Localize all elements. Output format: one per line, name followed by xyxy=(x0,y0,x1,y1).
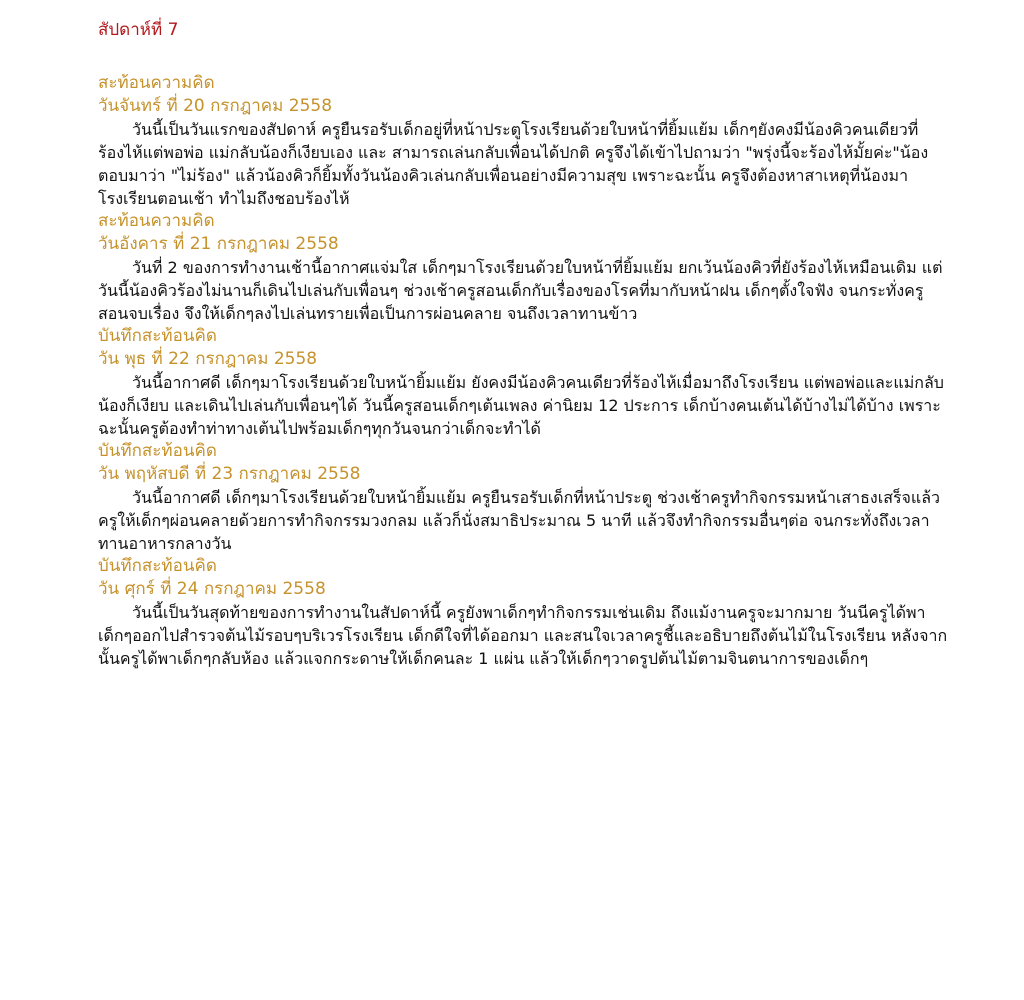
entry-heading: บันทึกสะท้อนคิด xyxy=(98,556,217,576)
entry-body-text: วันนี้อากาศดี เด็กๆมาโรงเรียนด้วยใบหน้ายิ้มแย้ม ครูยืนรอรับเด็กที่หน้าประตู ช่วงเช้าครูทำกิจกรรมหน้าเสาธงเสร็จแล้วครูให้เด็กๆผ่อนคลายด้วยการทำกิจกรรมวงกลม แล้วก็นั่งสมาธิประมาณ 5 นาที แล้วจึงทำกิจกรรมอื่นๆต่อ จนกระทั่งถึงเวลาทานอาหารกลางวัน xyxy=(98,488,941,553)
journal-page xyxy=(98,18,948,670)
entry-heading: บันทึกสะท้อนคิด xyxy=(98,441,217,461)
entry-wednesday xyxy=(98,325,948,440)
entry-date: วัน พุธ ที่ 22 กรกฎาคม 2558 xyxy=(98,349,318,369)
entry-monday xyxy=(98,72,948,210)
entry-body xyxy=(98,118,948,210)
entry-heading: บันทึกสะท้อนคิด xyxy=(98,326,217,346)
entry-body-text: วันนี้เป็นวันแรกของสัปดาห์ ครูยืนรอรับเด็กอยู่ที่หน้าประตูโรงเรียนด้วยใบหน้าที่ยิ้มแย้ม เด็กๆยังคงมีน้องคิวคนเดียวที่ร้องไห้แต่พอพ่อ แม่กลับน้องก็เงียบเอง และ สามารถเล่นกลับเพื่อนได้ปกติ ครูจึงได้เข้าไปถามว่า "พรุ่งนี้จะร้องไห้มั้ยค่ะ"น้องตอบมาว่า "ไม่ร้อง" แล้วน้องคิวก็ยิ้มทั้งวันน้องคิวเล่นกลับเพื่อนอย่างมีความสุข เพราะฉะนั้น ครูจึงต้องหาสาเหตุที่น้องมาโรงเรียนตอนเช้า ทำไมถึงชอบร้องไห้ xyxy=(98,120,929,208)
entry-body-text: วันนี้อากาศดี เด็กๆมาโรงเรียนด้วยใบหน้ายิ้มแย้ม ยังคงมีน้องคิวคนเดียวที่ร้องไห้เมื่อมาถึงโรงเรียน แต่พอพ่อและแม่กลับน้องก็เงียบ และเดินไปเล่นกับเพื่อนๆได้ วันนี้ครูสอนเด็กๆเต้นเพลง ค่านิยม 12 ประการ เด็กบ้างคนเต้นได้บ้างไม่ได้บ้าง เพราะฉะนั้นครูต้องทำท่าทางเต้นไปพร้อมเด็กๆทุกวันจนกว่าเด็กจะทำได้ xyxy=(98,373,944,438)
entry-date: วันจันทร์ ที่ 20 กรกฎาคม 2558 xyxy=(98,96,333,116)
entry-heading: สะท้อนความคิด xyxy=(98,211,215,231)
entry-thursday xyxy=(98,440,948,555)
week-title: สัปดาห์ที่ 7 xyxy=(98,20,179,40)
entry-date: วัน ศุกร์ ที่ 24 กรกฎาคม 2558 xyxy=(98,579,326,599)
entry-date: วัน พฤหัสบดี ที่ 23 กรกฎาคม 2558 xyxy=(98,464,361,484)
entry-body xyxy=(98,371,948,440)
entry-body xyxy=(98,601,948,670)
entry-body-text: วันที่ 2 ของการทำงานเช้านี้อากาศแจ่มใส เด็กๆมาโรงเรียนด้วยใบหน้าที่ยิ้มแย้ม ยกเว้นน้องคิวที่ยังร้องไห้เหมือนเดิม แต่วันนี้น้องคิวร้องไม่นานก็เดินไปเล่นกับเพื่อนๆ ช่วงเช้าครูสอนเด็กกับเรื่องของโรคที่มากับหน้าฝน เด็กๆตั้งใจฟัง จนกระทั่งครูสอนจบเรื่อง จึงให้เด็กๆลงไปเล่นทรายเพื่อเป็นการผ่อนคลาย จนถึงเวลาทานข้าว xyxy=(98,258,943,323)
entry-tuesday xyxy=(98,210,948,325)
entry-body-text: วันนี้เป็นวันสุดท้ายของการทำงานในสัปดาห์นี้ ครูยังพาเด็กๆทำกิจกรรมเช่นเดิม ถึงแม้งานครูจะมากมาย วันนีครูได้พาเด็กๆออกไปสำรวจต้นไม้รอบๆบริเวรโรงเรียน เด็กดีใจที่ได้ออกมา และสนใจเวลาครูชี้และอธิบายถึงต้นไม้ในโรงเรียน หลังจากนั้นครูได้พาเด็กๆกลับห้อง แล้วแจกกระดาษให้เด็กคนละ 1 แผ่น แล้วให้เด็กๆวาดรูปต้นไม้ตามจินตนาการของเด็กๆ xyxy=(98,603,948,668)
entry-friday xyxy=(98,555,948,670)
entry-body xyxy=(98,256,948,325)
entry-body xyxy=(98,486,948,555)
entry-heading: สะท้อนความคิด xyxy=(98,73,215,93)
entry-date: วันอังคาร ที่ 21 กรกฎาคม 2558 xyxy=(98,234,339,254)
